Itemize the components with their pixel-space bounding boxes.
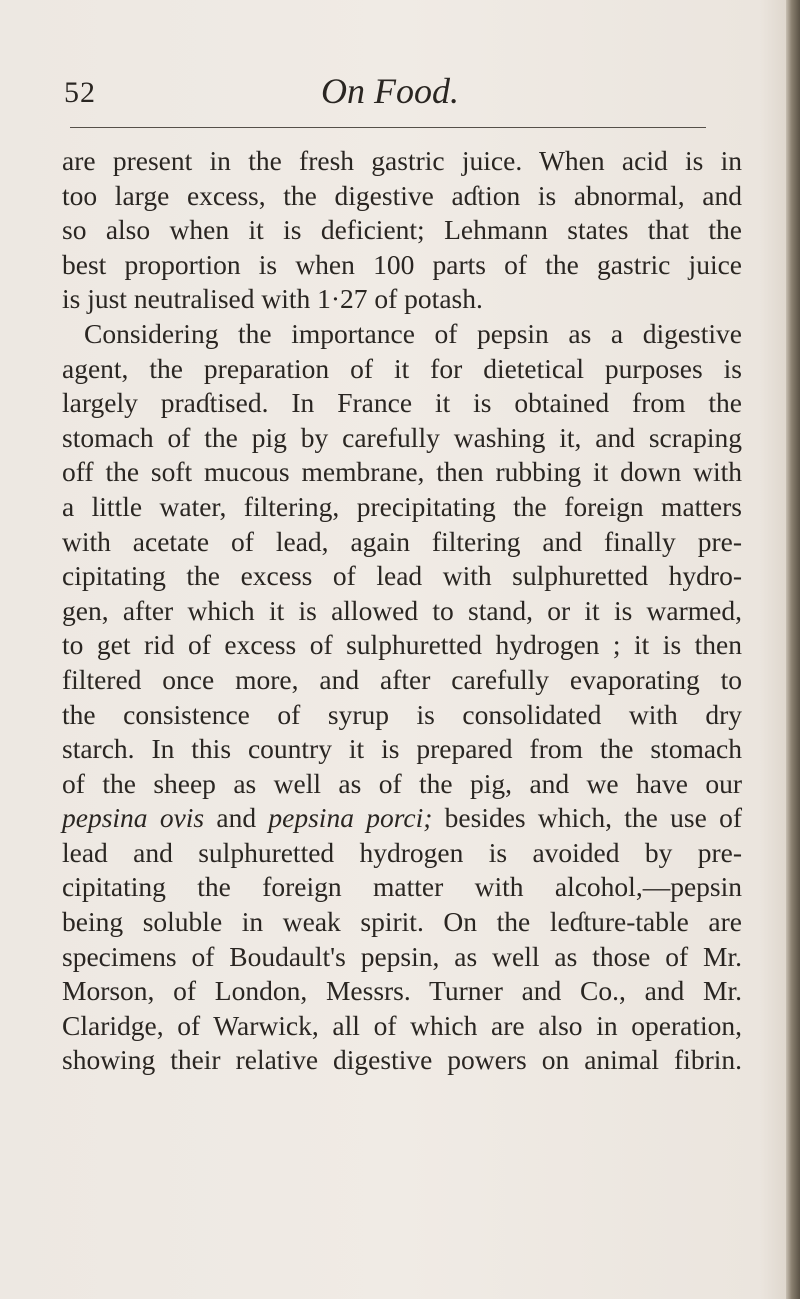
text-line: of the sheep as well as of the pig, and we have our [62, 767, 742, 799]
text-line: Claridge, of Warwick, all of which are also in operation, [62, 1009, 742, 1041]
text-line: cipitating the foreign matter with alcohol,—pepsin [62, 871, 742, 903]
text-line: too large excess, the digestive aɗtion is abnormal, and [62, 179, 742, 211]
page-binding-edge [786, 0, 800, 1299]
text-line: specimens of Boudault's pepsin, as well as those of Mr. [62, 940, 742, 972]
running-title: On Food. [321, 71, 459, 111]
text-line-italic-terms [62, 801, 742, 836]
text-line: to get rid of excess of sulphuretted hydrogen ; it is then [62, 629, 742, 661]
text-line: agent, the preparation of it for dietetical purposes is [62, 352, 742, 384]
text-line: so also when it is deficient; Lehmann states that the [62, 214, 742, 246]
text-line: a little water, filtering, precipitating the foreign matters [62, 490, 742, 522]
text-line: stomach of the pig by carefully washing it, and scraping [62, 421, 742, 453]
text-line: lead and sulphuretted hydrogen is avoided by pre- [62, 836, 742, 868]
text-line: showing their relative digestive powers on animal fibrin. [62, 1044, 742, 1076]
text-line: gen, after which it is allowed to stand, or it is warmed, [62, 594, 742, 626]
text-line: Morson, of London, Messrs. Turner and Co., and Mr. [62, 975, 742, 1007]
text-line: off the soft mucous membrane, then rubbing it down with [62, 456, 742, 488]
text-line: starch. In this country it is prepared from the stomach [62, 733, 742, 765]
text-line: is just neutralised with 1·27 of potash. [62, 283, 483, 315]
text-line: the consistence of syrup is consolidated with dry [62, 698, 742, 730]
text-line: filtered once more, and after carefully evaporating to [62, 663, 742, 695]
text-line: largely praɗtised. In France it is obtained from the [62, 387, 742, 419]
line-remainder: besides which, the use of [432, 802, 742, 834]
page-number: 52 [64, 76, 96, 109]
italic-term-pepsina-ovis: pepsina ovis [62, 802, 205, 834]
text-line: best proportion is when 100 parts of the gastric juice [62, 248, 742, 280]
paragraph-start-line: Considering the importance of pepsin as a digestive [84, 317, 742, 349]
text-line: being soluble in weak spirit. On the leɗture-table are [62, 906, 742, 938]
body-text [62, 144, 742, 1078]
page-header [0, 0, 786, 130]
connector-text: and [204, 802, 269, 834]
text-line: are present in the fresh gastric juice. When acid is in [62, 145, 742, 176]
text-line: with acetate of lead, again filtering and finally pre- [62, 525, 742, 557]
italic-term-pepsina-porci: pepsina porci; [268, 802, 433, 834]
header-rule [70, 127, 706, 128]
text-line: cipitating the excess of lead with sulphuretted hydro- [62, 560, 742, 592]
